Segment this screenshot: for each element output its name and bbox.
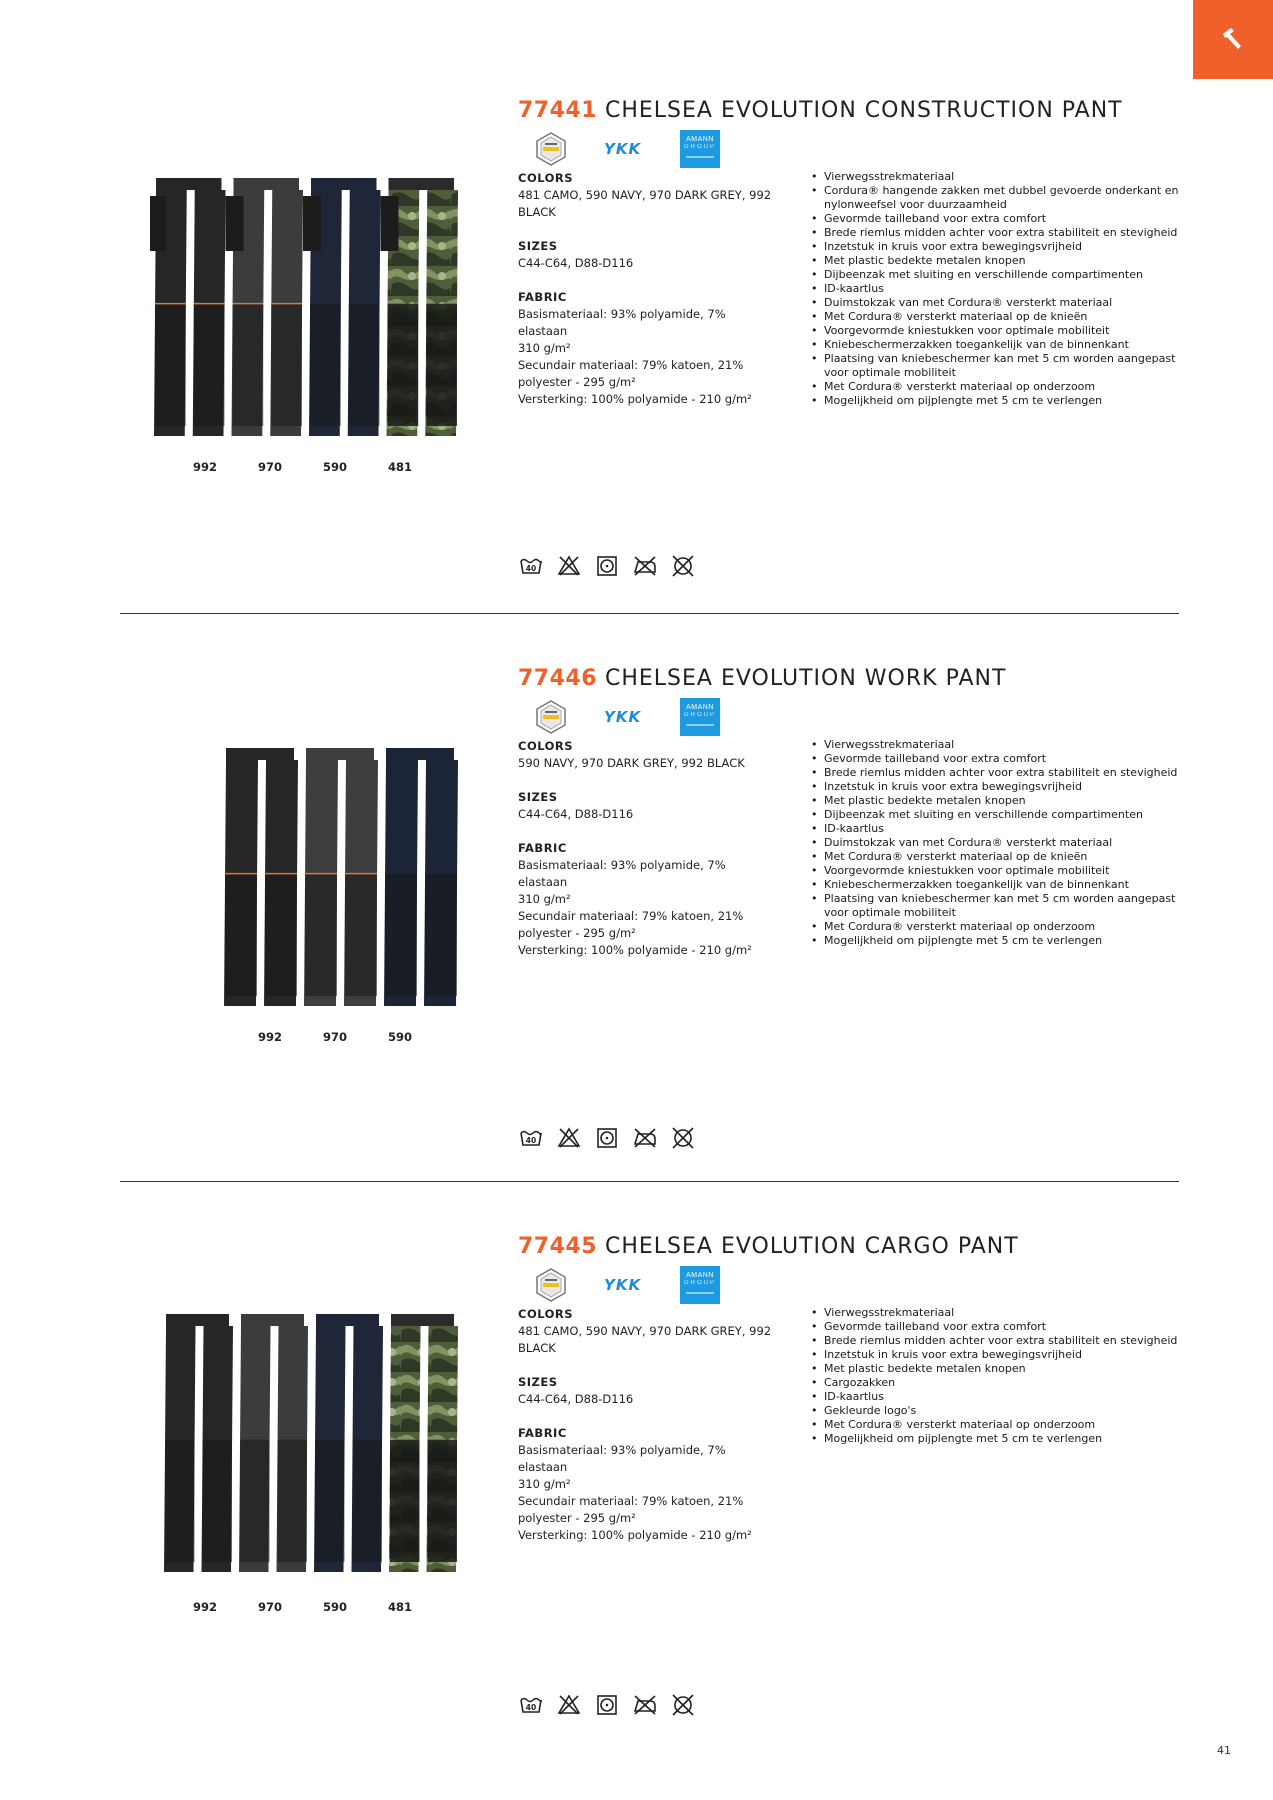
- amann-logo-text: AMANN: [686, 704, 714, 711]
- fabric-line: 310 g/m²: [518, 892, 571, 906]
- certification-badge-icon: [534, 132, 568, 166]
- feature-item: • Met Cordura® versterkt materiaal op onderzoom: [811, 1418, 1191, 1432]
- product-section: [0, 666, 1273, 1226]
- variant-code: 992: [257, 1030, 282, 1044]
- care-instructions: [518, 553, 698, 579]
- wash-40-icon: [518, 553, 544, 579]
- feature-item: • Met plastic bedekte metalen knopen: [811, 794, 1191, 808]
- feature-list: [811, 738, 1191, 948]
- product-specs: [518, 170, 778, 425]
- fabric-line: polyester - 295 g/m²: [518, 1511, 636, 1525]
- feature-item: • Cordura® hangende zakken met dubbel gevoerde onderkant en: [811, 184, 1191, 198]
- variant-code: 970: [257, 1600, 282, 1614]
- certification-logos: [534, 698, 734, 738]
- pant-variant: [164, 1314, 233, 1572]
- product-photo: [220, 746, 460, 1012]
- colors-line: BLACK: [518, 1341, 556, 1355]
- fabric-heading: FABRIC: [518, 841, 567, 855]
- pant-variant: [389, 1314, 458, 1572]
- feature-item: • Kniebeschermerzakken toegankelijk van de binnenkant: [811, 878, 1191, 892]
- wash-temp: 40: [525, 1136, 537, 1145]
- feature-item: • Kniebeschermerzakken toegankelijk van de binnenkant: [811, 338, 1191, 352]
- variant-code: 481: [387, 1600, 412, 1614]
- feature-item: • Inzetstuk in kruis voor extra bewegingsvrijheid: [811, 1348, 1191, 1362]
- sizes-heading: SIZES: [518, 239, 558, 253]
- no-iron-icon: [632, 553, 658, 579]
- wash-40-icon: [518, 1125, 544, 1151]
- feature-item: • Met plastic bedekte metalen knopen: [811, 1362, 1191, 1376]
- sizes-heading: SIZES: [518, 790, 558, 804]
- product-section: [0, 1234, 1273, 1794]
- product-name: CHELSEA EVOLUTION WORK PANT: [605, 666, 1007, 691]
- fabric-value: [518, 306, 778, 408]
- amann-logo: [680, 1266, 720, 1304]
- no-bleach-icon: [556, 1692, 582, 1718]
- fabric-line: Versterking: 100% polyamide - 210 g/m²: [518, 1528, 752, 1542]
- colors-value: [518, 1323, 778, 1357]
- care-instructions: [518, 1125, 698, 1151]
- feature-item: • Met plastic bedekte metalen knopen: [811, 254, 1191, 268]
- pant-variant: [150, 178, 226, 436]
- tumble-dry-icon: [594, 1692, 620, 1718]
- variant-codes: [185, 1600, 485, 1616]
- product-photo: [160, 1312, 460, 1578]
- no-iron-icon: [632, 1692, 658, 1718]
- product-specs: [518, 738, 778, 976]
- colors-heading: COLORS: [518, 171, 574, 185]
- variant-code: 970: [257, 460, 282, 474]
- no-dry-clean-icon: [670, 1692, 696, 1718]
- colors-line: 481 CAMO, 590 NAVY, 970 DARK GREY, 992: [518, 1324, 772, 1338]
- pant-variant: [314, 1314, 383, 1572]
- feature-item: • Voorgevormde kniestukken voor optimale mobiliteit: [811, 324, 1191, 338]
- variant-code: 992: [192, 1600, 217, 1614]
- variant-code: 590: [322, 1600, 347, 1614]
- feature-item: • Gevormde tailleband voor extra comfort: [811, 212, 1191, 226]
- feature-item: • Met Cordura® versterkt materiaal op de knieën: [811, 850, 1191, 864]
- feature-item: • Gevormde tailleband voor extra comfort: [811, 752, 1191, 766]
- feature-item: • Brede riemlus midden achter voor extra stabiliteit en stevigheid: [811, 1334, 1191, 1348]
- feature-item: • Vierwegsstrekmateriaal: [811, 1306, 1191, 1320]
- feature-item: • Plaatsing van kniebeschermer kan met 5 cm worden aangepast: [811, 352, 1191, 366]
- feature-item: • Inzetstuk in kruis voor extra bewegingsvrijheid: [811, 780, 1191, 794]
- feature-item: • Mogelijkheid om pijplengte met 5 cm te verlengen: [811, 394, 1191, 408]
- feature-item: • Met Cordura® versterkt materiaal op de knieën: [811, 310, 1191, 324]
- product-id: 77446: [518, 666, 598, 691]
- sizes-heading: SIZES: [518, 1375, 558, 1389]
- feature-item: • Cargozakken: [811, 1376, 1191, 1390]
- feature-list: [811, 170, 1191, 408]
- fabric-line: polyester - 295 g/m²: [518, 926, 636, 940]
- feature-item: • Dijbeenzak met sluiting en verschillende compartimenten: [811, 268, 1191, 282]
- feature-item: voor optimale mobiliteit: [824, 366, 956, 379]
- feature-item: voor optimale mobiliteit: [824, 906, 956, 919]
- sizes-value: C44-C64, D88-D116: [518, 256, 634, 270]
- product-id: 77445: [518, 1234, 598, 1259]
- feature-item: • ID-kaartlus: [811, 822, 1191, 836]
- colors-line: 481 CAMO, 590 NAVY, 970 DARK GREY, 992: [518, 188, 772, 202]
- tumble-dry-icon: [594, 1125, 620, 1151]
- pant-variant: [239, 1314, 308, 1572]
- feature-item: • Vierwegsstrekmateriaal: [811, 170, 1191, 184]
- product-name: CHELSEA EVOLUTION CARGO PANT: [605, 1234, 1019, 1259]
- feature-item: • ID-kaartlus: [811, 1390, 1191, 1404]
- feature-item: nylonweefsel voor duurzaamheid: [824, 198, 1007, 211]
- sizes-value: C44-C64, D88-D116: [518, 1392, 634, 1406]
- feature-item: • Gevormde tailleband voor extra comfort: [811, 1320, 1191, 1334]
- fabric-line: Basismateriaal: 93% polyamide, 7% elastaan: [518, 858, 726, 889]
- variant-code: 970: [322, 1030, 347, 1044]
- care-instructions: [518, 1692, 698, 1718]
- variant-code: 590: [387, 1030, 412, 1044]
- fabric-line: Secundair materiaal: 79% katoen, 21%: [518, 909, 744, 923]
- feature-item: • Gekleurde logo's: [811, 1404, 1191, 1418]
- wash-temp: 40: [525, 564, 537, 573]
- amann-logo: [680, 698, 720, 736]
- pant-variant: [226, 178, 304, 436]
- product-photo: [150, 176, 460, 442]
- feature-item: • ID-kaartlus: [811, 282, 1191, 296]
- colors-line: BLACK: [518, 205, 556, 219]
- no-bleach-icon: [556, 553, 582, 579]
- fabric-line: Secundair materiaal: 79% katoen, 21%: [518, 358, 744, 372]
- variant-codes: [185, 460, 485, 476]
- feature-item: • Voorgevormde kniestukken voor optimale mobiliteit: [811, 864, 1191, 878]
- amann-logo-subtext: GROUP: [683, 144, 716, 150]
- fabric-heading: FABRIC: [518, 1426, 567, 1440]
- pant-variant: [381, 178, 459, 436]
- feature-item: • Brede riemlus midden achter voor extra stabiliteit en stevigheid: [811, 766, 1191, 780]
- fabric-line: Versterking: 100% polyamide - 210 g/m²: [518, 392, 752, 406]
- fabric-line: polyester - 295 g/m²: [518, 375, 636, 389]
- colors-value: [518, 755, 778, 772]
- product-specs: [518, 1306, 778, 1561]
- tumble-dry-icon: [594, 553, 620, 579]
- section-divider: [120, 613, 1179, 614]
- hammer-icon: [1219, 26, 1245, 52]
- fabric-line: 310 g/m²: [518, 1477, 571, 1491]
- ykk-logo: YKK: [604, 1276, 642, 1294]
- colors-value: [518, 187, 778, 221]
- variant-code: 481: [387, 460, 412, 474]
- pant-variant: [224, 748, 298, 1006]
- variant-code: 992: [192, 460, 217, 474]
- colors-heading: COLORS: [518, 1307, 574, 1321]
- feature-item: • Vierwegsstrekmateriaal: [811, 738, 1191, 752]
- page-number: 41: [1217, 1744, 1231, 1757]
- feature-item: • Dijbeenzak met sluiting en verschillende compartimenten: [811, 808, 1191, 822]
- certification-badge-icon: [534, 700, 568, 734]
- fabric-value: [518, 1442, 778, 1544]
- feature-item: • Brede riemlus midden achter voor extra stabiliteit en stevigheid: [811, 226, 1191, 240]
- fabric-line: Versterking: 100% polyamide - 210 g/m²: [518, 943, 752, 957]
- feature-item: • Mogelijkheid om pijplengte met 5 cm te verlengen: [811, 1432, 1191, 1446]
- product-id: 77441: [518, 98, 598, 123]
- feature-list: [811, 1306, 1191, 1446]
- pant-variant: [303, 178, 381, 436]
- product-name: CHELSEA EVOLUTION CONSTRUCTION PANT: [605, 98, 1123, 123]
- colors-heading: COLORS: [518, 739, 574, 753]
- section-divider: [120, 1181, 1179, 1182]
- wash-temp: 40: [525, 1703, 537, 1712]
- feature-item: • Mogelijkheid om pijplengte met 5 cm te verlengen: [811, 934, 1191, 948]
- certification-badge-icon: [534, 1268, 568, 1302]
- feature-item: • Inzetstuk in kruis voor extra bewegingsvrijheid: [811, 240, 1191, 254]
- variant-codes: [250, 1030, 550, 1046]
- feature-item: • Met Cordura® versterkt materiaal op onderzoom: [811, 380, 1191, 394]
- fabric-value: [518, 857, 778, 959]
- no-dry-clean-icon: [670, 1125, 696, 1151]
- ykk-logo: YKK: [604, 708, 642, 726]
- fabric-line: Basismateriaal: 93% polyamide, 7% elastaan: [518, 307, 726, 338]
- no-dry-clean-icon: [670, 553, 696, 579]
- feature-item: • Plaatsing van kniebeschermer kan met 5 cm worden aangepast: [811, 892, 1191, 906]
- sizes-value: C44-C64, D88-D116: [518, 807, 634, 821]
- section-tab: [1193, 0, 1273, 79]
- certification-logos: [534, 1266, 734, 1306]
- amann-logo-text: AMANN: [686, 1272, 714, 1279]
- feature-item: • Met Cordura® versterkt materiaal op onderzoom: [811, 920, 1191, 934]
- no-iron-icon: [632, 1125, 658, 1151]
- feature-item: • Duimstokzak van met Cordura® versterkt materiaal: [811, 296, 1191, 310]
- no-bleach-icon: [556, 1125, 582, 1151]
- amann-logo-subtext: GROUP: [683, 712, 716, 718]
- amann-logo: [680, 130, 720, 168]
- fabric-line: Secundair materiaal: 79% katoen, 21%: [518, 1494, 744, 1508]
- ykk-logo: YKK: [604, 140, 642, 158]
- wash-40-icon: [518, 1692, 544, 1718]
- amann-logo-text: AMANN: [686, 136, 714, 143]
- feature-item: • Duimstokzak van met Cordura® versterkt materiaal: [811, 836, 1191, 850]
- certification-logos: [534, 130, 734, 170]
- amann-logo-subtext: GROUP: [683, 1280, 716, 1286]
- fabric-heading: FABRIC: [518, 290, 567, 304]
- pant-variant: [304, 748, 378, 1006]
- colors-line: 590 NAVY, 970 DARK GREY, 992 BLACK: [518, 756, 745, 770]
- product-section: [0, 98, 1273, 658]
- variant-code: 590: [322, 460, 347, 474]
- fabric-line: Basismateriaal: 93% polyamide, 7% elastaan: [518, 1443, 726, 1474]
- pant-variant: [384, 748, 458, 1006]
- fabric-line: 310 g/m²: [518, 341, 571, 355]
